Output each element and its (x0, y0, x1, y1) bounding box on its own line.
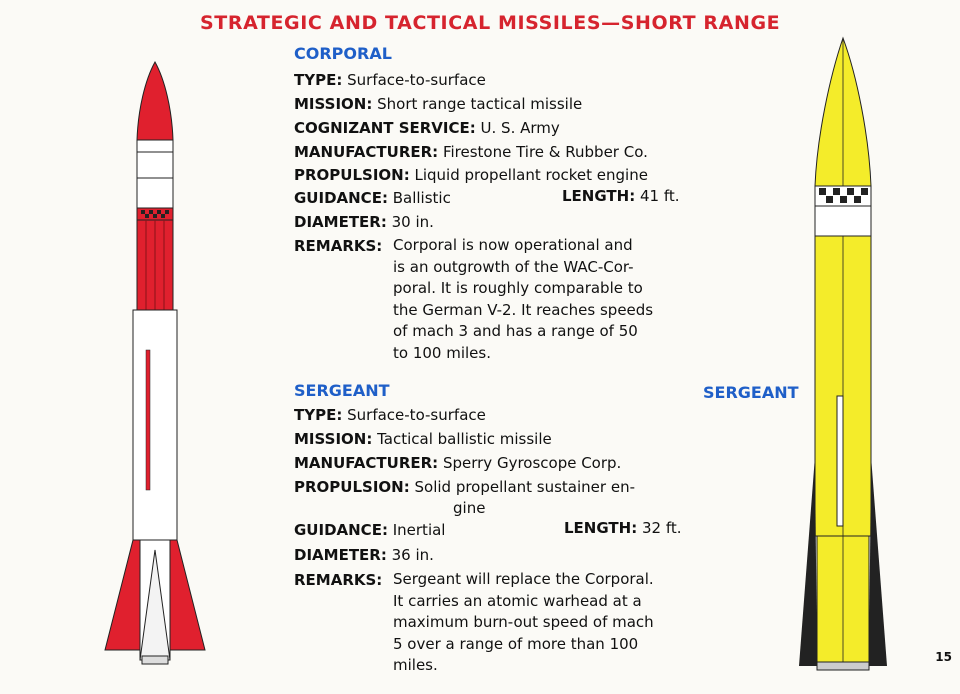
corporal-diameter-label: DIAMETER: (294, 213, 387, 231)
corporal-diameter (294, 211, 694, 233)
corporal-manufacturer-label: MANUFACTURER: (294, 143, 439, 161)
corporal-guidance-value: Ballistic (392, 189, 451, 207)
corporal-length (562, 187, 680, 205)
sergeant-propulsion-value-cont: gine (453, 499, 486, 517)
sergeant-mission (294, 428, 694, 450)
sergeant-manufacturer-label: MANUFACTURER: (294, 454, 439, 472)
corporal-propulsion-value: Liquid propellant rocket engine (414, 166, 648, 184)
sergeant-guidance-label: GUIDANCE: (294, 521, 388, 539)
sergeant-remarks-label-text: REMARKS: (294, 571, 383, 589)
sergeant-type (294, 404, 694, 426)
sergeant-manufacturer (294, 452, 694, 474)
page-number: 15 (935, 650, 952, 664)
corporal-manufacturer (294, 141, 694, 163)
sergeant-propulsion-cont (453, 497, 553, 519)
corporal-length-value: 41 ft. (639, 187, 680, 205)
corporal-heading: CORPORAL (294, 44, 392, 63)
sergeant-guidance-value: Inertial (392, 521, 446, 539)
corporal-missile-illustration (100, 60, 210, 670)
corporal-service-value: U. S. Army (480, 119, 560, 137)
sergeant-mission-value: Tactical ballistic missile (377, 430, 552, 448)
corporal-length-label: LENGTH: (562, 187, 636, 205)
sergeant-propulsion-value: Solid propellant sustainer en- (414, 478, 635, 496)
corporal-type-value: Surface-to-surface (347, 71, 486, 89)
sergeant-propulsion-label: PROPULSION: (294, 478, 410, 496)
sergeant-diameter (294, 544, 694, 566)
corporal-type (294, 69, 694, 91)
sergeant-type-value: Surface-to-surface (347, 406, 486, 424)
corporal-mission (294, 93, 694, 115)
sergeant-propulsion (294, 476, 694, 498)
corporal-propulsion (294, 164, 694, 186)
corporal-remarks-label-text: REMARKS: (294, 237, 383, 255)
corporal-type-label: TYPE: (294, 71, 343, 89)
sergeant-missile-illustration (795, 36, 905, 676)
corporal-mission-value: Short range tactical missile (377, 95, 583, 113)
corporal-guidance-label: GUIDANCE: (294, 189, 388, 207)
sergeant-length-label: LENGTH: (564, 519, 638, 537)
sergeant-length-value: 32 ft. (641, 519, 682, 537)
sergeant-mission-label: MISSION: (294, 430, 373, 448)
corporal-service-label: COGNIZANT SERVICE: (294, 119, 476, 137)
sergeant-diameter-value: 36 in. (391, 546, 434, 564)
corporal-remarks-text: Corporal is now operational and is an outgrowth of the WAC-Cor- poral. It is roughly comparable to the German V-2. It reaches speeds of mach 3 and has a range of 50 to 100 miles. (393, 236, 654, 362)
sergeant-image-label: SERGEANT (703, 383, 799, 402)
corporal-propulsion-label: PROPULSION: (294, 166, 410, 184)
sergeant-diameter-label: DIAMETER: (294, 546, 387, 564)
corporal-mission-label: MISSION: (294, 95, 373, 113)
sergeant-length (564, 519, 682, 537)
sergeant-remarks-text: Sergeant will replace the Corporal. It carries an atomic warhead at a maximum burn-out speed of mach 5 over a range of more than 100 miles. (393, 570, 654, 674)
corporal-service (294, 117, 694, 139)
page-title: STRATEGIC AND TACTICAL MISSILES—SHORT RANGE (200, 12, 781, 34)
corporal-manufacturer-value: Firestone Tire & Rubber Co. (442, 143, 648, 161)
sergeant-heading: SERGEANT (294, 381, 390, 400)
sergeant-manufacturer-value: Sperry Gyroscope Corp. (442, 454, 622, 472)
corporal-diameter-value: 30 in. (391, 213, 434, 231)
sergeant-type-label: TYPE: (294, 406, 343, 424)
